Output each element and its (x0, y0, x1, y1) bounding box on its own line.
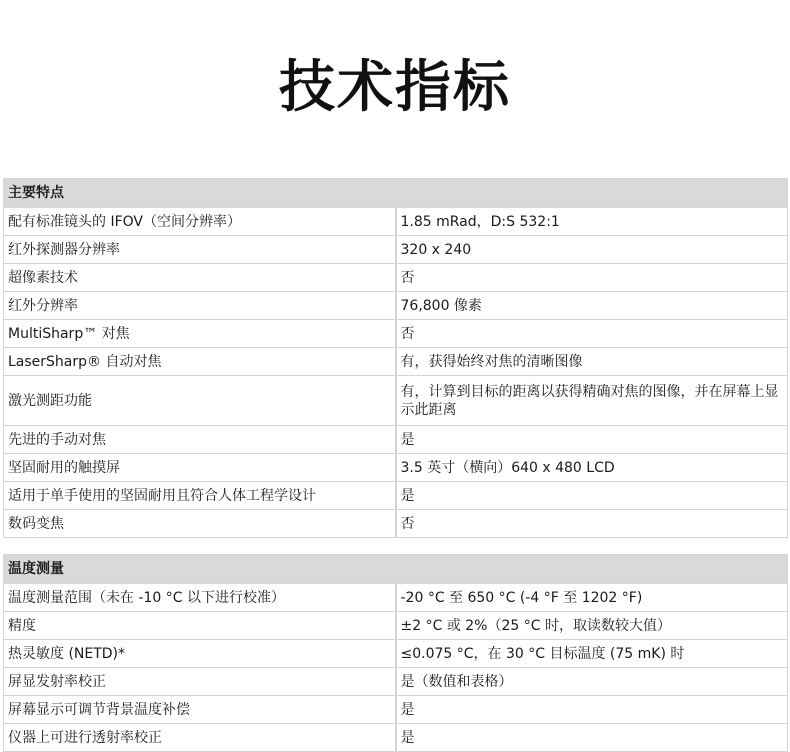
spec-value: 是（数值和表格） (396, 668, 788, 696)
table-row (4, 426, 788, 454)
table-row (4, 640, 788, 668)
spec-label: 热灵敏度 (NETD)* (4, 640, 396, 668)
table-row (4, 612, 788, 640)
spec-label: 数码变焦 (4, 510, 396, 538)
table-row (4, 348, 788, 376)
spec-label: 精度 (4, 612, 396, 640)
spec-value: 3.5 英寸（横向）640 x 480 LCD (396, 454, 788, 482)
section-header-main-features (4, 179, 788, 208)
section-heading: 温度测量 (4, 555, 788, 584)
spec-label: 仪器上可进行透射率校正 (4, 724, 396, 752)
spec-value: 320 x 240 (396, 236, 788, 264)
spec-value: 1.85 mRad，D:S 532:1 (396, 208, 788, 236)
spec-value: 是 (396, 696, 788, 724)
spec-label: 红外分辨率 (4, 292, 396, 320)
spec-label: 激光测距功能 (4, 376, 396, 426)
page-title: 技术指标 (279, 55, 511, 120)
table-row (4, 208, 788, 236)
spec-label: 坚固耐用的触摸屏 (4, 454, 396, 482)
spec-label: 屏显发射率校正 (4, 668, 396, 696)
spec-label: 红外探测器分辨率 (4, 236, 396, 264)
spec-value: 否 (396, 510, 788, 538)
spec-value: 是 (396, 426, 788, 454)
section-spacer (4, 538, 788, 555)
spec-label: 温度测量范围（未在 -10 °C 以下进行校准） (4, 584, 396, 612)
spec-value: 是 (396, 482, 788, 510)
table-row (4, 264, 788, 292)
spec-table (3, 178, 788, 752)
spec-value: -20 °C 至 650 °C (-4 °F 至 1202 °F) (396, 584, 788, 612)
spec-label: 屏幕显示可调节背景温度补偿 (4, 696, 396, 724)
spec-label: 超像素技术 (4, 264, 396, 292)
spec-label: 配有标准镜头的 IFOV（空间分辨率） (4, 208, 396, 236)
spec-value: ≤0.075 °C，在 30 °C 目标温度 (75 mK) 时 (396, 640, 788, 668)
table-row (4, 724, 788, 752)
table-row (4, 376, 788, 426)
section-header-temperature (4, 555, 788, 584)
spec-label: 先进的手动对焦 (4, 426, 396, 454)
table-row (4, 482, 788, 510)
spec-value: 有，计算到目标的距离以获得精确对焦的图像，并在屏幕上显示此距离 (396, 376, 788, 426)
spacer-cell (4, 538, 788, 555)
spec-value: ±2 °C 或 2%（25 °C 时，取读数较大值） (396, 612, 788, 640)
table-row (4, 668, 788, 696)
spec-value: 否 (396, 264, 788, 292)
spec-value: 否 (396, 320, 788, 348)
table-row (4, 584, 788, 612)
table-row (4, 292, 788, 320)
spec-value: 有，获得始终对焦的清晰图像 (396, 348, 788, 376)
table-row (4, 236, 788, 264)
spec-label: 适用于单手使用的坚固耐用且符合人体工程学设计 (4, 482, 396, 510)
spec-label: LaserSharp® 自动对焦 (4, 348, 396, 376)
table-row (4, 510, 788, 538)
section-heading: 主要特点 (4, 179, 788, 208)
table-row (4, 696, 788, 724)
table-row (4, 320, 788, 348)
spec-value: 76,800 像素 (396, 292, 788, 320)
spec-label: MultiSharp™ 对焦 (4, 320, 396, 348)
spec-value: 是 (396, 724, 788, 752)
table-row (4, 454, 788, 482)
